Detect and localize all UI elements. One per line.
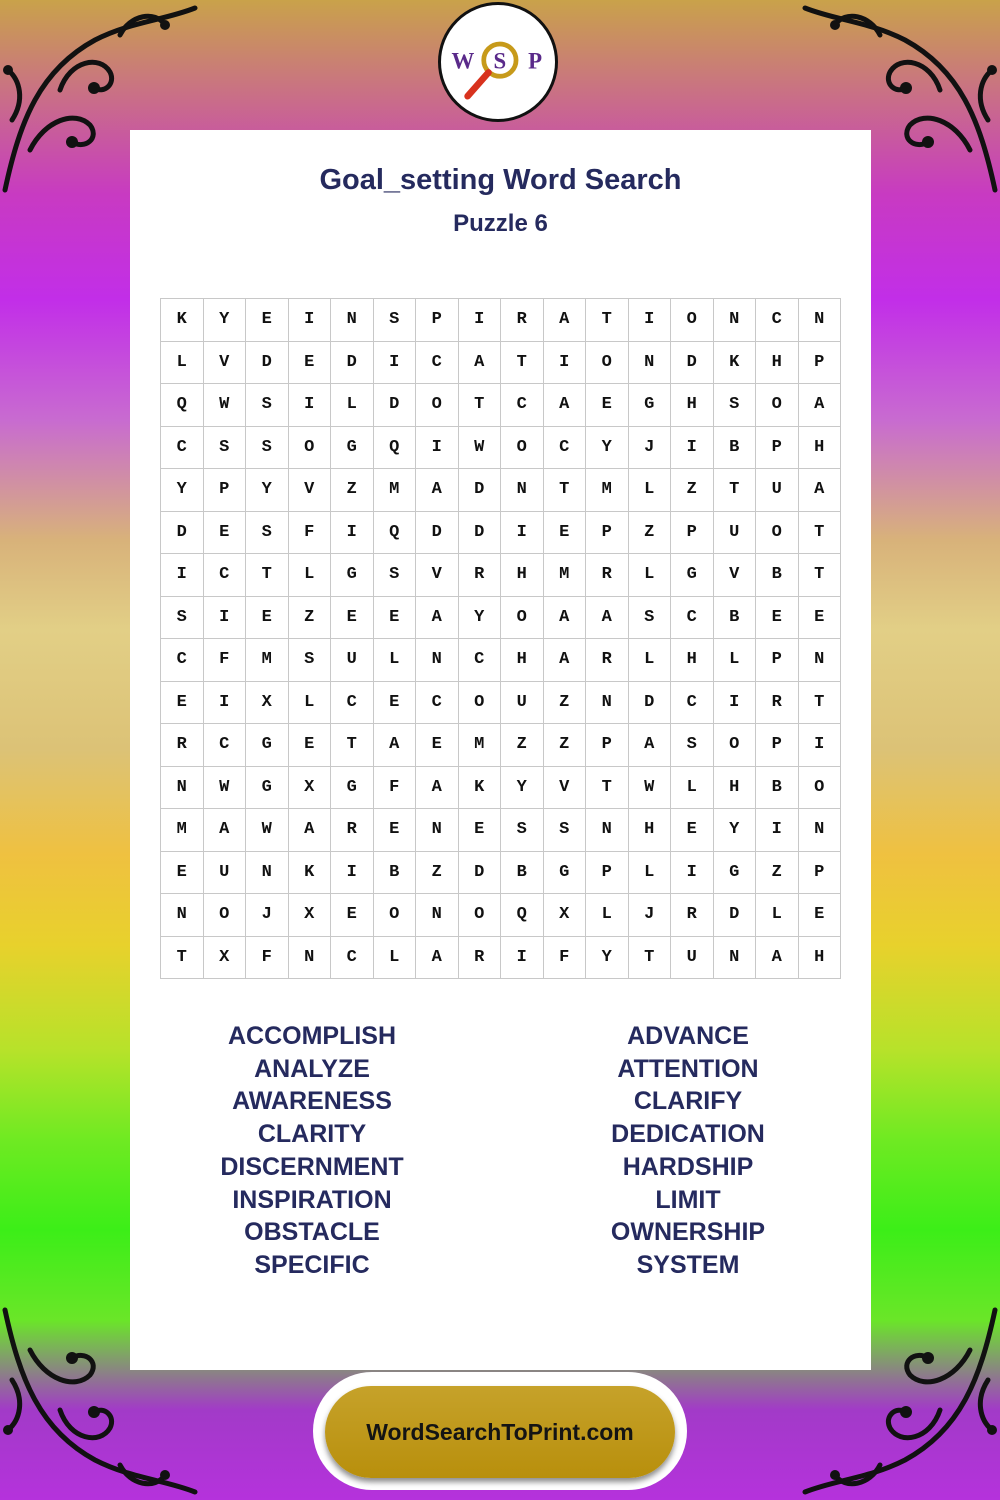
grid-cell[interactable]: B <box>714 597 757 640</box>
word-list-item: CLARIFY <box>633 1087 743 1116</box>
grid-cell[interactable]: R <box>671 894 714 937</box>
grid-cell[interactable]: N <box>416 809 459 852</box>
grid-cell[interactable]: R <box>586 639 629 682</box>
footer-banner[interactable] <box>325 1386 675 1478</box>
grid-cell[interactable]: R <box>586 554 629 597</box>
grid-cell[interactable]: J <box>246 894 289 937</box>
grid-cell[interactable]: G <box>331 554 374 597</box>
grid-cell[interactable]: D <box>459 852 502 895</box>
grid-cell[interactable]: Z <box>544 682 587 725</box>
grid-cell[interactable]: I <box>671 427 714 470</box>
grid-cell[interactable]: S <box>246 512 289 555</box>
grid-cell[interactable]: E <box>374 597 417 640</box>
grid-cell[interactable]: B <box>501 852 544 895</box>
grid-cell[interactable]: I <box>501 937 544 980</box>
grid-cell[interactable]: J <box>629 894 672 937</box>
grid-cell[interactable]: N <box>331 299 374 342</box>
grid-cell[interactable]: K <box>459 767 502 810</box>
word-list-item: ACCOMPLISH <box>227 1022 397 1050</box>
logo-letter-p: P <box>528 48 543 74</box>
grid-cell[interactable]: Y <box>246 469 289 512</box>
grid-cell[interactable]: Q <box>374 512 417 555</box>
grid-cell[interactable]: I <box>416 427 459 470</box>
grid-cell[interactable]: S <box>544 809 587 852</box>
grid-cell[interactable]: D <box>416 512 459 555</box>
grid-cell[interactable]: I <box>671 852 714 895</box>
grid-cell[interactable]: A <box>756 937 799 980</box>
grid-cell[interactable]: C <box>501 384 544 427</box>
grid-cell[interactable]: M <box>161 809 204 852</box>
grid-cell[interactable]: E <box>374 809 417 852</box>
grid-cell[interactable]: D <box>459 469 502 512</box>
site-logo[interactable] <box>438 2 558 122</box>
grid-cell[interactable]: T <box>161 937 204 980</box>
grid-cell[interactable]: I <box>714 682 757 725</box>
grid-cell[interactable]: Q <box>374 427 417 470</box>
grid-cell[interactable]: L <box>671 767 714 810</box>
word-list-item: ANALYZE <box>254 1054 370 1083</box>
grid-cell[interactable]: N <box>161 767 204 810</box>
grid-cell[interactable]: E <box>289 342 332 385</box>
grid-cell[interactable]: P <box>586 852 629 895</box>
grid-cell[interactable]: B <box>714 427 757 470</box>
grid-cell[interactable]: E <box>161 852 204 895</box>
grid-cell[interactable]: G <box>331 427 374 470</box>
grid-cell[interactable]: A <box>544 597 587 640</box>
logo-letter-w: W <box>451 48 475 74</box>
grid-cell[interactable]: Z <box>289 597 332 640</box>
grid-cell[interactable]: Z <box>416 852 459 895</box>
grid-cell[interactable]: B <box>374 852 417 895</box>
grid-cell[interactable]: D <box>629 682 672 725</box>
grid-cell[interactable]: C <box>204 554 247 597</box>
grid-cell[interactable]: Z <box>501 724 544 767</box>
grid-cell[interactable]: B <box>756 554 799 597</box>
grid-cell[interactable]: X <box>544 894 587 937</box>
grid-cell[interactable]: U <box>714 512 757 555</box>
grid-cell[interactable]: E <box>161 682 204 725</box>
grid-cell[interactable]: I <box>331 512 374 555</box>
grid-cell[interactable]: E <box>331 894 374 937</box>
grid-cell[interactable]: I <box>331 852 374 895</box>
grid-cell[interactable]: O <box>501 427 544 470</box>
word-list-item: INSPIRATION <box>232 1185 392 1214</box>
grid-cell[interactable]: M <box>586 469 629 512</box>
grid-cell[interactable]: O <box>459 682 502 725</box>
grid-cell[interactable]: S <box>374 554 417 597</box>
word-list-item: SPECIFIC <box>254 1250 370 1279</box>
grid-cell[interactable]: A <box>586 597 629 640</box>
grid-cell[interactable]: T <box>331 724 374 767</box>
grid-cell[interactable]: O <box>459 894 502 937</box>
grid-cell[interactable]: E <box>246 299 289 342</box>
grid-cell[interactable]: I <box>289 299 332 342</box>
grid-cell[interactable]: O <box>374 894 417 937</box>
grid-cell[interactable]: K <box>289 852 332 895</box>
grid-cell[interactable]: Z <box>629 512 672 555</box>
grid-cell[interactable]: A <box>416 937 459 980</box>
grid-cell[interactable]: C <box>161 639 204 682</box>
grid-cell[interactable]: A <box>416 469 459 512</box>
grid-cell[interactable]: F <box>289 512 332 555</box>
grid-cell[interactable]: E <box>289 724 332 767</box>
grid-cell[interactable]: S <box>204 427 247 470</box>
grid-cell[interactable]: N <box>246 852 289 895</box>
grid-cell[interactable]: N <box>586 809 629 852</box>
grid-cell[interactable]: W <box>459 427 502 470</box>
grid-cell[interactable]: L <box>629 554 672 597</box>
grid-cell[interactable]: A <box>416 767 459 810</box>
puzzle-subtitle: Puzzle 6 <box>453 210 548 237</box>
grid-cell[interactable]: E <box>331 597 374 640</box>
grid-cell[interactable]: M <box>374 469 417 512</box>
grid-cell[interactable]: N <box>289 937 332 980</box>
grid-cell[interactable]: S <box>289 639 332 682</box>
grid-cell[interactable]: A <box>544 299 587 342</box>
puzzle-title: Goal_setting Word Search <box>319 164 682 196</box>
word-list-right <box>528 1020 848 1282</box>
grid-cell[interactable]: H <box>756 342 799 385</box>
grid-cell[interactable]: E <box>544 512 587 555</box>
grid-cell[interactable]: K <box>161 299 204 342</box>
grid-cell[interactable]: E <box>671 809 714 852</box>
word-list-left <box>152 1020 472 1282</box>
grid-cell[interactable]: I <box>501 512 544 555</box>
grid-cell[interactable]: P <box>586 512 629 555</box>
grid-cell[interactable]: D <box>246 342 289 385</box>
grid-cell[interactable]: Y <box>161 469 204 512</box>
grid-cell[interactable]: T <box>799 554 842 597</box>
grid-cell[interactable]: I <box>629 299 672 342</box>
grid-cell[interactable]: F <box>374 767 417 810</box>
grid-cell[interactable]: H <box>799 427 842 470</box>
grid-cell[interactable]: E <box>374 682 417 725</box>
grid-cell[interactable]: M <box>544 554 587 597</box>
grid-cell[interactable]: W <box>204 767 247 810</box>
grid-cell[interactable]: M <box>459 724 502 767</box>
grid-cell[interactable]: C <box>459 639 502 682</box>
grid-cell[interactable]: D <box>714 894 757 937</box>
grid-cell[interactable]: T <box>501 342 544 385</box>
grid-cell[interactable]: Z <box>544 724 587 767</box>
grid-cell[interactable]: E <box>799 894 842 937</box>
word-list-item: DISCERNMENT <box>220 1152 404 1181</box>
grid-cell[interactable]: D <box>374 384 417 427</box>
grid-cell[interactable]: H <box>629 809 672 852</box>
grid-cell[interactable]: P <box>204 469 247 512</box>
grid-cell[interactable]: H <box>714 767 757 810</box>
grid-cell[interactable]: N <box>586 682 629 725</box>
grid-cell[interactable]: T <box>799 682 842 725</box>
grid-cell[interactable]: T <box>586 767 629 810</box>
grid-cell[interactable]: C <box>416 342 459 385</box>
grid-cell[interactable]: Z <box>671 469 714 512</box>
grid-cell[interactable]: R <box>331 809 374 852</box>
grid-cell[interactable]: E <box>246 597 289 640</box>
grid-cell[interactable]: Y <box>204 299 247 342</box>
grid-cell[interactable]: R <box>459 554 502 597</box>
grid-cell[interactable]: E <box>756 597 799 640</box>
grid-cell[interactable]: L <box>161 342 204 385</box>
grid-cell[interactable]: J <box>629 427 672 470</box>
grid-cell[interactable]: T <box>246 554 289 597</box>
grid-cell[interactable]: W <box>246 809 289 852</box>
grid-cell[interactable]: O <box>289 427 332 470</box>
grid-cell[interactable]: T <box>459 384 502 427</box>
grid-cell[interactable]: T <box>714 469 757 512</box>
grid-cell[interactable]: X <box>204 937 247 980</box>
grid-cell[interactable]: V <box>416 554 459 597</box>
grid-cell[interactable]: H <box>799 937 842 980</box>
grid-cell[interactable]: G <box>671 554 714 597</box>
grid-cell[interactable]: O <box>756 512 799 555</box>
grid-cell[interactable]: M <box>246 639 289 682</box>
grid-cell[interactable]: I <box>204 597 247 640</box>
word-list-item: LIMIT <box>655 1185 721 1214</box>
grid-cell[interactable]: L <box>374 937 417 980</box>
grid-cell[interactable]: E <box>416 724 459 767</box>
grid-cell[interactable]: D <box>671 342 714 385</box>
grid-cell[interactable]: O <box>416 384 459 427</box>
grid-cell[interactable]: R <box>501 299 544 342</box>
grid-cell[interactable]: G <box>714 852 757 895</box>
grid-cell[interactable]: W <box>204 384 247 427</box>
word-list-item: OWNERSHIP <box>610 1218 766 1247</box>
grid-cell[interactable]: C <box>756 299 799 342</box>
grid-cell[interactable]: S <box>501 809 544 852</box>
grid-cell[interactable]: E <box>799 597 842 640</box>
grid-cell[interactable]: N <box>714 299 757 342</box>
grid-cell[interactable]: S <box>714 384 757 427</box>
grid-cell[interactable]: F <box>246 937 289 980</box>
grid-cell[interactable]: V <box>544 767 587 810</box>
grid-cell[interactable]: C <box>416 682 459 725</box>
grid-cell[interactable]: L <box>756 894 799 937</box>
grid-cell[interactable]: A <box>459 342 502 385</box>
grid-cell[interactable]: N <box>799 809 842 852</box>
grid-cell[interactable]: Y <box>586 427 629 470</box>
grid-cell[interactable]: I <box>374 342 417 385</box>
grid-cell[interactable]: P <box>756 427 799 470</box>
logo-letter-s: S <box>493 48 507 74</box>
grid-cell[interactable]: D <box>331 342 374 385</box>
grid-cell[interactable]: N <box>161 894 204 937</box>
grid-cell[interactable]: P <box>586 724 629 767</box>
grid-cell[interactable]: U <box>671 937 714 980</box>
grid-cell[interactable]: P <box>671 512 714 555</box>
grid-cell[interactable]: N <box>714 937 757 980</box>
word-list-item: SYSTEM <box>636 1250 740 1279</box>
grid-cell[interactable]: S <box>374 299 417 342</box>
grid-cell[interactable]: G <box>331 767 374 810</box>
grid-cell[interactable]: P <box>799 852 842 895</box>
grid-cell[interactable]: A <box>544 639 587 682</box>
grid-cell[interactable]: N <box>416 894 459 937</box>
grid-cell[interactable]: G <box>544 852 587 895</box>
grid-cell[interactable]: E <box>204 512 247 555</box>
grid-cell[interactable]: Z <box>756 852 799 895</box>
letter-grid[interactable] <box>160 298 841 979</box>
grid-cell[interactable]: P <box>799 342 842 385</box>
grid-cell[interactable]: S <box>161 597 204 640</box>
grid-cell[interactable]: V <box>204 342 247 385</box>
grid-cell[interactable]: C <box>671 682 714 725</box>
grid-cell[interactable]: N <box>501 469 544 512</box>
grid-cell[interactable]: N <box>799 299 842 342</box>
grid-cell[interactable]: S <box>671 724 714 767</box>
grid-cell[interactable]: Y <box>714 809 757 852</box>
word-list-item: AWARENESS <box>232 1087 392 1116</box>
grid-cell[interactable]: O <box>756 384 799 427</box>
word-list-item: OBSTACLE <box>244 1218 380 1247</box>
word-list-item: HARDSHIP <box>622 1152 754 1181</box>
grid-cell[interactable]: C <box>331 682 374 725</box>
grid-cell[interactable]: N <box>416 639 459 682</box>
grid-cell[interactable]: U <box>331 639 374 682</box>
grid-cell[interactable]: G <box>246 767 289 810</box>
grid-cell[interactable]: O <box>204 894 247 937</box>
grid-cell[interactable]: S <box>629 597 672 640</box>
grid-cell[interactable]: A <box>289 809 332 852</box>
grid-cell[interactable]: A <box>799 469 842 512</box>
grid-cell[interactable]: N <box>629 342 672 385</box>
grid-cell[interactable]: V <box>714 554 757 597</box>
grid-cell[interactable]: R <box>756 682 799 725</box>
grid-cell[interactable]: H <box>501 639 544 682</box>
grid-cell[interactable]: O <box>799 767 842 810</box>
grid-cell[interactable]: W <box>629 767 672 810</box>
grid-cell[interactable]: C <box>331 937 374 980</box>
grid-cell[interactable]: L <box>289 554 332 597</box>
grid-cell[interactable]: R <box>161 724 204 767</box>
grid-cell[interactable]: C <box>544 427 587 470</box>
word-list-item: ADVANCE <box>627 1022 749 1050</box>
grid-cell[interactable]: V <box>289 469 332 512</box>
grid-cell[interactable]: A <box>799 384 842 427</box>
grid-cell[interactable]: A <box>629 724 672 767</box>
grid-cell[interactable]: X <box>246 682 289 725</box>
grid-cell[interactable]: L <box>331 384 374 427</box>
grid-cell[interactable]: T <box>586 299 629 342</box>
grid-cell[interactable]: K <box>714 342 757 385</box>
grid-cell[interactable]: P <box>756 724 799 767</box>
grid-cell[interactable]: H <box>501 554 544 597</box>
grid-cell[interactable]: Z <box>331 469 374 512</box>
magnifier-logo-icon <box>441 5 555 119</box>
grid-cell[interactable]: L <box>586 894 629 937</box>
grid-cell[interactable]: L <box>629 469 672 512</box>
grid-cell[interactable]: R <box>459 937 502 980</box>
grid-cell[interactable]: X <box>289 894 332 937</box>
grid-cell[interactable]: Q <box>501 894 544 937</box>
grid-cell[interactable]: Q <box>161 384 204 427</box>
grid-cell[interactable]: S <box>246 427 289 470</box>
grid-cell[interactable]: E <box>459 809 502 852</box>
puzzle-card <box>130 130 871 1370</box>
grid-cell[interactable]: O <box>586 342 629 385</box>
grid-cell[interactable]: L <box>629 639 672 682</box>
grid-cell[interactable]: U <box>501 682 544 725</box>
word-list-item: DEDICATION <box>611 1120 765 1149</box>
grid-cell[interactable]: A <box>374 724 417 767</box>
grid-cell[interactable]: L <box>629 852 672 895</box>
grid-cell[interactable]: I <box>204 682 247 725</box>
grid-cell[interactable]: L <box>374 639 417 682</box>
grid-cell[interactable]: I <box>756 809 799 852</box>
grid-cell[interactable]: I <box>544 342 587 385</box>
grid-cell[interactable]: X <box>289 767 332 810</box>
grid-cell[interactable]: U <box>204 852 247 895</box>
grid-cell[interactable]: G <box>629 384 672 427</box>
grid-cell[interactable]: F <box>204 639 247 682</box>
grid-cell[interactable]: H <box>671 384 714 427</box>
grid-cell[interactable]: N <box>799 639 842 682</box>
word-list-item: ATTENTION <box>617 1054 759 1083</box>
grid-cell[interactable]: I <box>289 384 332 427</box>
grid-cell[interactable]: L <box>714 639 757 682</box>
grid-cell[interactable]: Y <box>459 597 502 640</box>
grid-cell[interactable]: A <box>544 384 587 427</box>
grid-cell[interactable]: B <box>756 767 799 810</box>
grid-cell[interactable]: Y <box>501 767 544 810</box>
grid-cell[interactable]: C <box>671 597 714 640</box>
grid-cell[interactable]: T <box>629 937 672 980</box>
grid-cell[interactable]: F <box>544 937 587 980</box>
grid-cell[interactable]: P <box>416 299 459 342</box>
grid-cell[interactable]: I <box>459 299 502 342</box>
grid-cell[interactable]: S <box>246 384 289 427</box>
grid-cell[interactable]: Y <box>586 937 629 980</box>
grid-cell[interactable]: U <box>756 469 799 512</box>
grid-cell[interactable]: G <box>246 724 289 767</box>
grid-cell[interactable]: T <box>544 469 587 512</box>
grid-cell[interactable]: D <box>161 512 204 555</box>
grid-cell[interactable]: A <box>416 597 459 640</box>
grid-cell[interactable]: I <box>161 554 204 597</box>
grid-cell[interactable]: D <box>459 512 502 555</box>
grid-cell[interactable]: I <box>799 724 842 767</box>
footer-site-link[interactable]: WordSearchToPrint.com <box>366 1418 634 1445</box>
grid-cell[interactable]: A <box>204 809 247 852</box>
grid-cell[interactable]: C <box>204 724 247 767</box>
grid-cell[interactable]: E <box>586 384 629 427</box>
grid-cell[interactable]: L <box>289 682 332 725</box>
grid-cell[interactable]: H <box>671 639 714 682</box>
grid-cell[interactable]: P <box>756 639 799 682</box>
grid-cell[interactable]: O <box>671 299 714 342</box>
grid-cell[interactable]: T <box>799 512 842 555</box>
grid-cell[interactable]: O <box>714 724 757 767</box>
grid-cell[interactable]: O <box>501 597 544 640</box>
word-list-item: CLARITY <box>257 1120 367 1149</box>
grid-cell[interactable]: C <box>161 427 204 470</box>
